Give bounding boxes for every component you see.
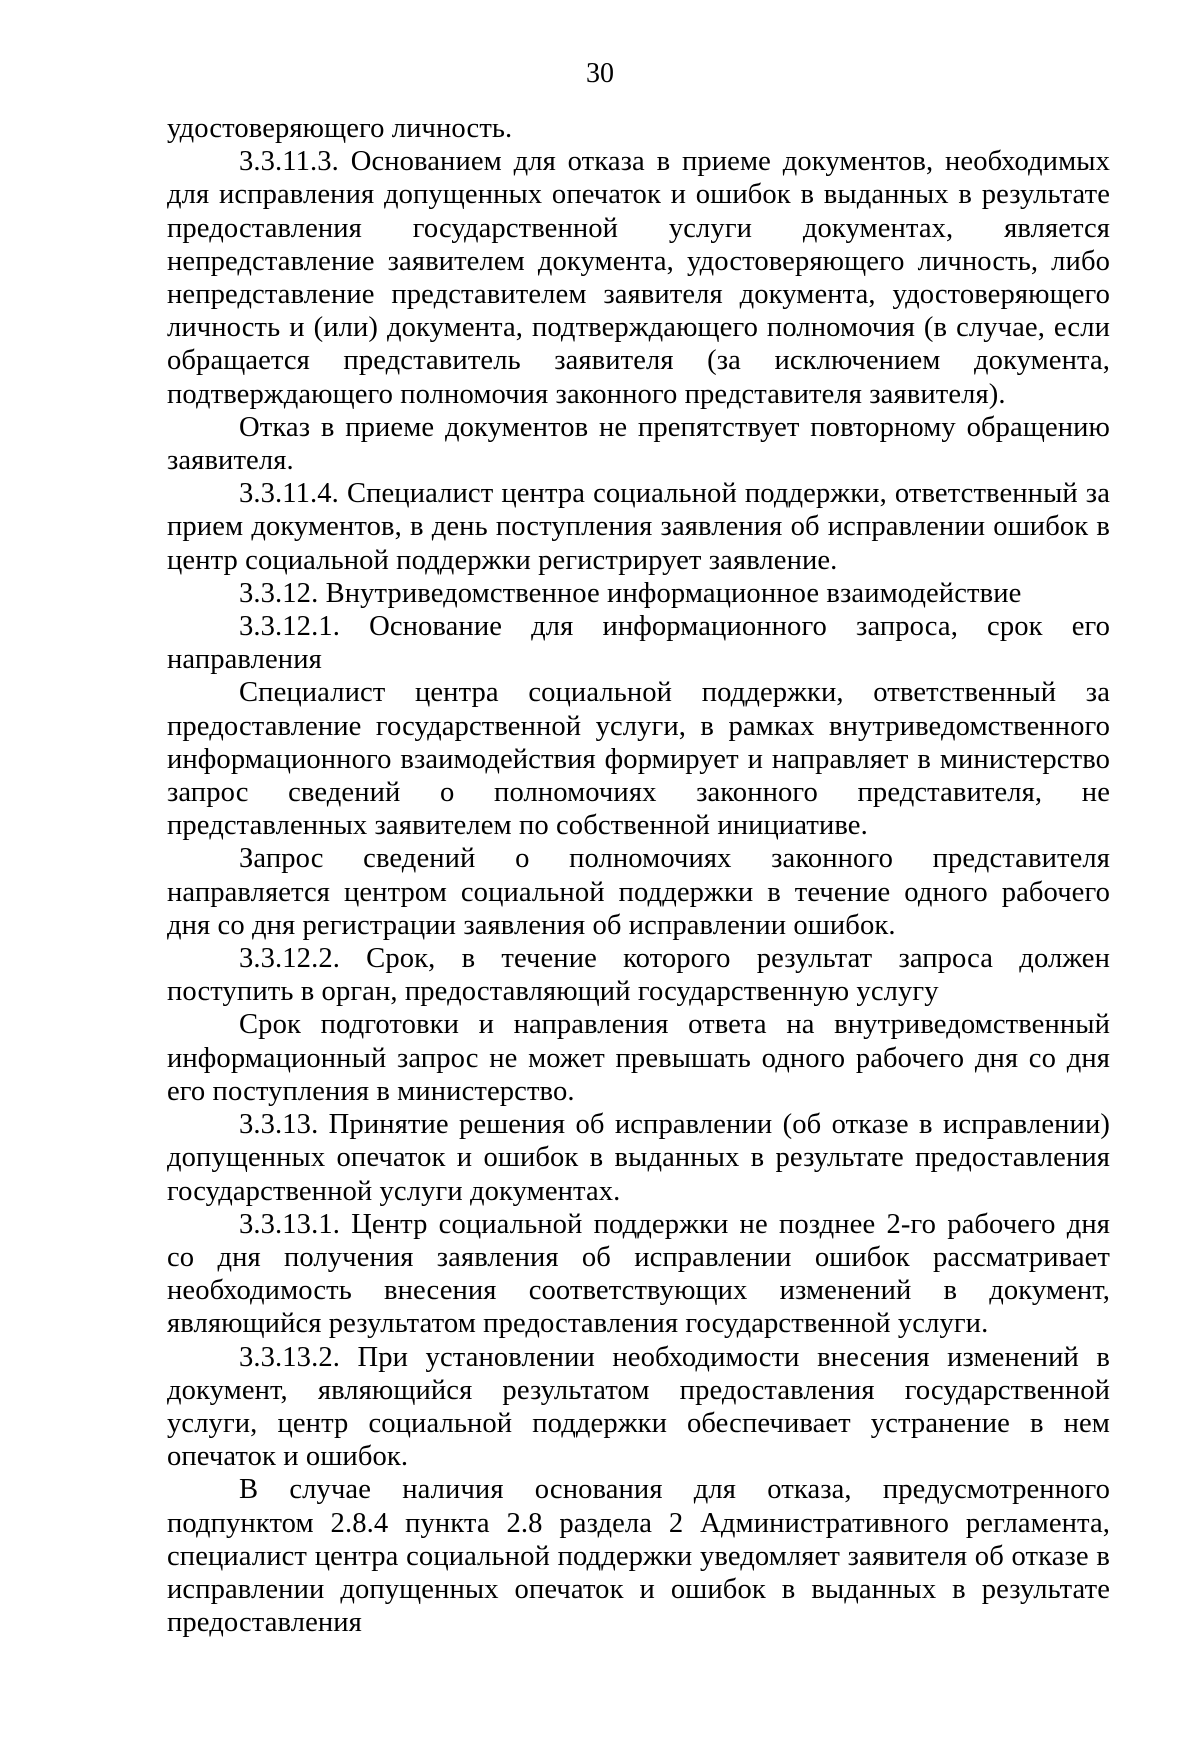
paragraph-refusal-note: Отказ в приеме документов не препятствует повторному обращению заявителя. [167, 411, 1110, 477]
paragraph-continuation: удостоверяющего личность. [167, 113, 513, 144]
page-number: 30 [586, 58, 614, 89]
paragraph-3-3-13-2: 3.3.13.2. При установлении необходимости внесения изменений в документ, являющийся результатом предоставления государственной услуги, центр социальной поддержки обеспечивает устранение в нем опечаток и ошибок. [167, 1341, 1110, 1473]
paragraph-3-3-12-2: 3.3.12.2. Срок, в течение которого результат запроса должен поступить в орган, предоставляющий государственную услугу [167, 943, 1110, 1008]
paragraph-request-timing: Запрос сведений о полномочиях законного представителя направляется центром социальной поддержки в течение одного рабочего дня со дня регистрации заявления об исправлении ошибок. [167, 843, 1110, 941]
paragraph-specialist-request: Специалист центра социальной поддержки, ответственный за предоставление государственной услуги, в рамках внутриведомственного информационного взаимодействия формирует и направляет в министерство запрос сведений о полномочиях законного представителя, не представленных заявителем по собственной инициативе. [167, 677, 1110, 842]
paragraph-3-3-11-4: 3.3.11.4. Специалист центра социальной поддержки, ответственный за прием документов, в день поступления заявления об исправлении ошибок в центр социальной поддержки регистрирует заявление. [167, 478, 1110, 576]
paragraph-refusal-notification: В случае наличия основания для отказа, предусмотренного подпунктом 2.8.4 пункта 2.8 раздела 2 Административного регламента, специалист центра социальной поддержки уведомляет заявителя об отказе в исправлении допущенных опечаток и ошибок в выданных в результате предоставления [167, 1474, 1110, 1639]
paragraph-3-3-12: 3.3.12. Внутриведомственное информационное взаимодействие [239, 577, 1022, 609]
paragraph-response-deadline: Срок подготовки и направления ответа на внутриведомственный информационный запрос не может превышать одного рабочего дня со дня его поступления в министерство. [167, 1009, 1110, 1107]
paragraph-3-3-13-1: 3.3.13.1. Центр социальной поддержки не позднее 2-го рабочего дня со дня получения заявления об исправлении ошибок рассматривает необходимость внесения соответствующих изменений в документ, являющийся результатом предоставления государственной услуги. [167, 1208, 1110, 1340]
document-body [167, 112, 1110, 1639]
paragraph-3-3-11-3: 3.3.11.3. Основанием для отказа в приеме документов, необходимых для исправления допущенных опечаток и ошибок в выданных в результате предоставления государственной услуги документах, является непредставление заявителем документа, удостоверяющего личность, либо непредставление представителем заявителя документа, удостоверяющего личность и (или) документа, подтверждающего полномочия (в случае, если обращается представитель заявителя (за исключением документа, подтверждающего полномочия законного представителя заявителя). [167, 146, 1110, 410]
paragraph-3-3-12-1: 3.3.12.1. Основание для информационного запроса, срок его направления [167, 611, 1110, 676]
paragraph-3-3-13: 3.3.13. Принятие решения об исправлении (об отказе в исправлении) допущенных опечаток и ошибок в выданных в результате предоставления государственной услуги документах. [167, 1109, 1110, 1207]
